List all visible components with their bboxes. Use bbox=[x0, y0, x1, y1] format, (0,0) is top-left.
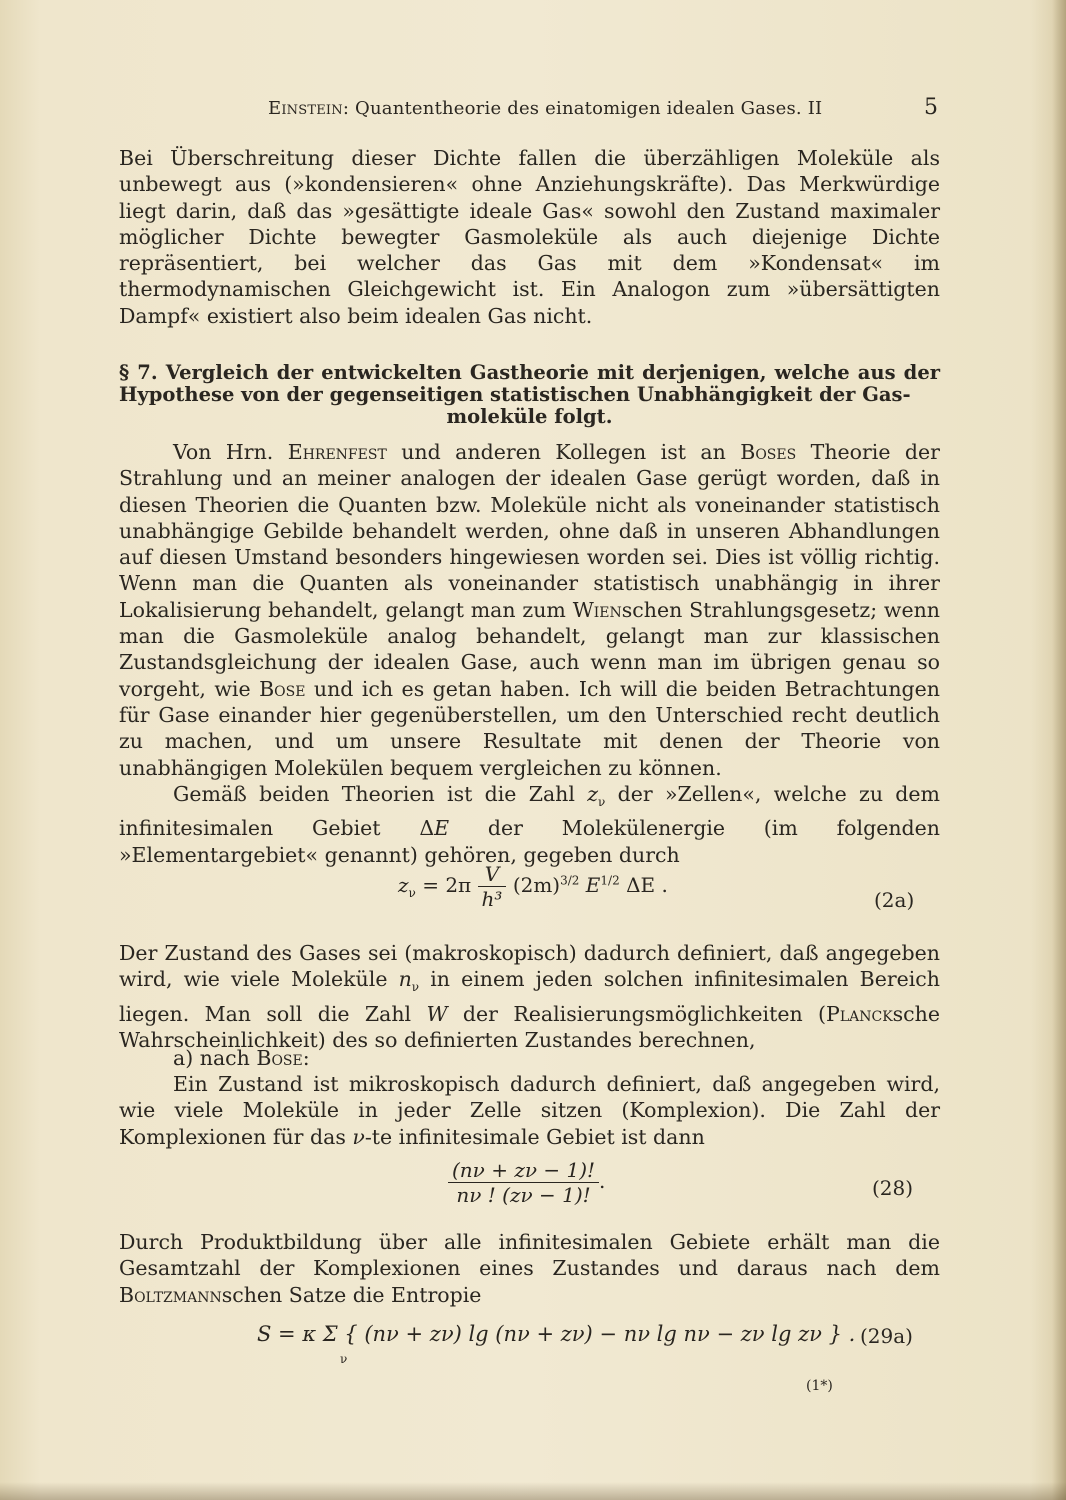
eq1-2m: (2m) bbox=[512, 873, 561, 897]
p2-text-5: und ich es getan haben. Ich will die beiden Betrachtungen für Gase einander hier gegenüberstellen, um den Unterschied recht deutlich zu machen, und um unsere Resultate mit denen der Theorie von unabhängigen Molekülen bequem vergleichen zu können. bbox=[119, 676, 940, 780]
eq1-fraction bbox=[478, 862, 507, 911]
running-head bbox=[268, 98, 948, 119]
p2-name-ehrenfest: Ehrenfest bbox=[287, 440, 387, 464]
p2-text-2: und anderen Kollegen ist an bbox=[386, 440, 741, 464]
page-bottom-shadow bbox=[0, 1482, 1066, 1500]
equation-29a: S = κ Σ { (nν + zν) lg (nν + zν) − nν lg nν − zν lg zν } . bbox=[257, 1322, 856, 1346]
eq3-sum-index: ν bbox=[340, 1352, 348, 1366]
p2-name-wien: Wien bbox=[572, 597, 622, 622]
eq1-exp-3-2: 3/2 bbox=[560, 873, 580, 888]
item-a bbox=[119, 1045, 940, 1071]
page-edge-shadow bbox=[1052, 0, 1066, 1500]
item-a-text-2: : bbox=[302, 1046, 310, 1070]
p6-text-2: schen Satze die Entropie bbox=[221, 1282, 482, 1307]
p5-text-1: Ein Zustand ist mikroskopisch dadurch definiert, daß angegeben wird, wie viele Moleküle in jeder Zelle sitzen (Komplexion). Die Zahl der Komplexionen für das bbox=[119, 1072, 940, 1149]
paragraph-5 bbox=[119, 1071, 940, 1150]
p3-var-z: z bbox=[587, 782, 599, 806]
p5-var-nu: ν bbox=[352, 1124, 365, 1149]
p4-text-2: in einem jeden solchen infinitesimalen Bereich liegen. Man soll die Zahl bbox=[119, 967, 940, 1026]
paragraph-4 bbox=[119, 940, 940, 1053]
p2-name-boses: Boses bbox=[740, 440, 797, 464]
paragraph-6 bbox=[119, 1229, 940, 1308]
paragraph-3 bbox=[119, 781, 940, 868]
paragraph-1-text: Bei Überschreitung dieser Dichte fallen die überzähligen Moleküle als unbewegt aus (»kondensieren« ohne Anziehungskräfte). Das Merkwürdige liegt darin, daß das »gesättigte ideale Gas« sowohl den Zustand maximaler möglicher Dichte bewegter Gasmoleküle als auch diejenige Dichte repräsentiert, bei welcher das Gas mit dem »Kondensat« im thermodynamischen Gleichgewicht ist. Ein Analogon zum »übersättigten Dampf« existiert also beim idealen Gas nicht. bbox=[119, 146, 940, 328]
page-number: 5 bbox=[924, 95, 938, 120]
eq1-delta-e: ΔE . bbox=[626, 873, 668, 897]
p3-text-2: der »Zellen«, welche zu dem infinitesimalen Gebiet Δ bbox=[119, 782, 940, 841]
equation-number-2a: (2a) bbox=[874, 888, 915, 912]
p6-name-boltzmann: Boltzmann bbox=[119, 1282, 222, 1307]
eq1-equals: = 2π bbox=[415, 873, 472, 897]
eq2-numerator: (nν + zν − 1)! bbox=[452, 1158, 596, 1182]
p5-text-2: -te infinitesimale Gebiet ist dann bbox=[364, 1124, 705, 1149]
eq1-numerator: V bbox=[484, 862, 500, 886]
eq1-lhs: z bbox=[398, 873, 409, 897]
p4-var-w: W bbox=[426, 1001, 448, 1026]
equation-28 bbox=[448, 1158, 605, 1207]
section-heading bbox=[119, 362, 940, 428]
equation-number-28: (28) bbox=[872, 1176, 914, 1200]
item-a-name-bose: Bose bbox=[256, 1046, 303, 1070]
p2-text-4: schen Strahlungsgesetz; wenn man die Gasmoleküle analog behandelt, gelangt man zur klassischen Zustandsgleichung der idealen Gase, auch wenn man im übrigen genau so vorgeht, wie bbox=[119, 597, 941, 701]
p4-text-1: Der Zustand des Gases sei (makroskopisch) dadurch definiert, daß angegeben wird, wie viele Moleküle bbox=[119, 941, 940, 992]
p4-text-3: der Realisierungsmöglichkeiten ( bbox=[447, 1001, 827, 1026]
p3-text-3: der Molekülenergie (im folgenden »Elementargebiet« genannt) gehören, gegeben durch bbox=[119, 816, 940, 867]
equation-2a bbox=[398, 862, 668, 911]
paragraph-2 bbox=[119, 439, 940, 781]
eq2-fraction bbox=[448, 1158, 599, 1207]
eq2-denominator: nν ! (zν − 1)! bbox=[448, 1182, 599, 1207]
p2-text-1: Von Hrn. bbox=[173, 440, 288, 464]
p6-text-1: Durch Produktbildung über alle infinitesimalen Gebiete erhält man die Gesamtzahl der Komplexionen eines Zustandes und daraus nach dem bbox=[119, 1230, 940, 1281]
p3-text-1: Gemäß beiden Theorien ist die Zahl bbox=[173, 782, 588, 806]
eq2-period: . bbox=[599, 1169, 606, 1193]
running-head-author: Einstein bbox=[268, 98, 343, 119]
p3-var-e: E bbox=[434, 816, 450, 841]
p3-sub-nu: ν bbox=[598, 795, 606, 810]
section-heading-last: moleküle folgt. bbox=[446, 405, 613, 428]
section-heading-main: § 7. Vergleich der entwickelten Gastheorie mit derjenigen, welche aus der Hypothese von der gegenseitigen statistischen Unabhängigkeit der Gas- bbox=[119, 361, 940, 406]
eq1-e: E bbox=[585, 873, 601, 897]
running-head-title: : Quantentheorie des einatomigen idealen Gases. II bbox=[342, 98, 823, 119]
paragraph-1 bbox=[119, 145, 940, 329]
p2-text-3: Theorie der Strahlung und an meiner analogen der idealen Gase gerügt worden, daß in diesen Theorien die Quanten bzw. Moleküle nicht als voneinander statistisch unabhängige Gebilde behandelt werden, ohne daß in unseren Abhandlungen auf diesen Umstand besonders hingewiesen worden sei. Dies ist völlig richtig. Wenn man die Quanten als voneinander statistisch unabhängig in ihrer Lokalisierung behandelt, gelangt man zum bbox=[119, 440, 940, 622]
item-a-text-1: a) nach bbox=[173, 1046, 257, 1070]
eq1-exp-1-2: 1/2 bbox=[600, 873, 620, 888]
p2-name-bose: Bose bbox=[259, 676, 306, 701]
footnote-mark: (1*) bbox=[806, 1378, 833, 1394]
eq1-denominator: h³ bbox=[478, 886, 507, 911]
p4-text-4: sche Wahrscheinlichkeit) des so definierten Zustandes berechnen, bbox=[119, 1001, 940, 1052]
p4-sub-nu: ν bbox=[411, 980, 420, 995]
eq1-sub: ν bbox=[408, 886, 416, 900]
equation-number-29a: (29a) bbox=[860, 1324, 913, 1348]
p4-name-planck: Planck bbox=[826, 1001, 893, 1026]
p4-var-n: n bbox=[398, 967, 412, 992]
